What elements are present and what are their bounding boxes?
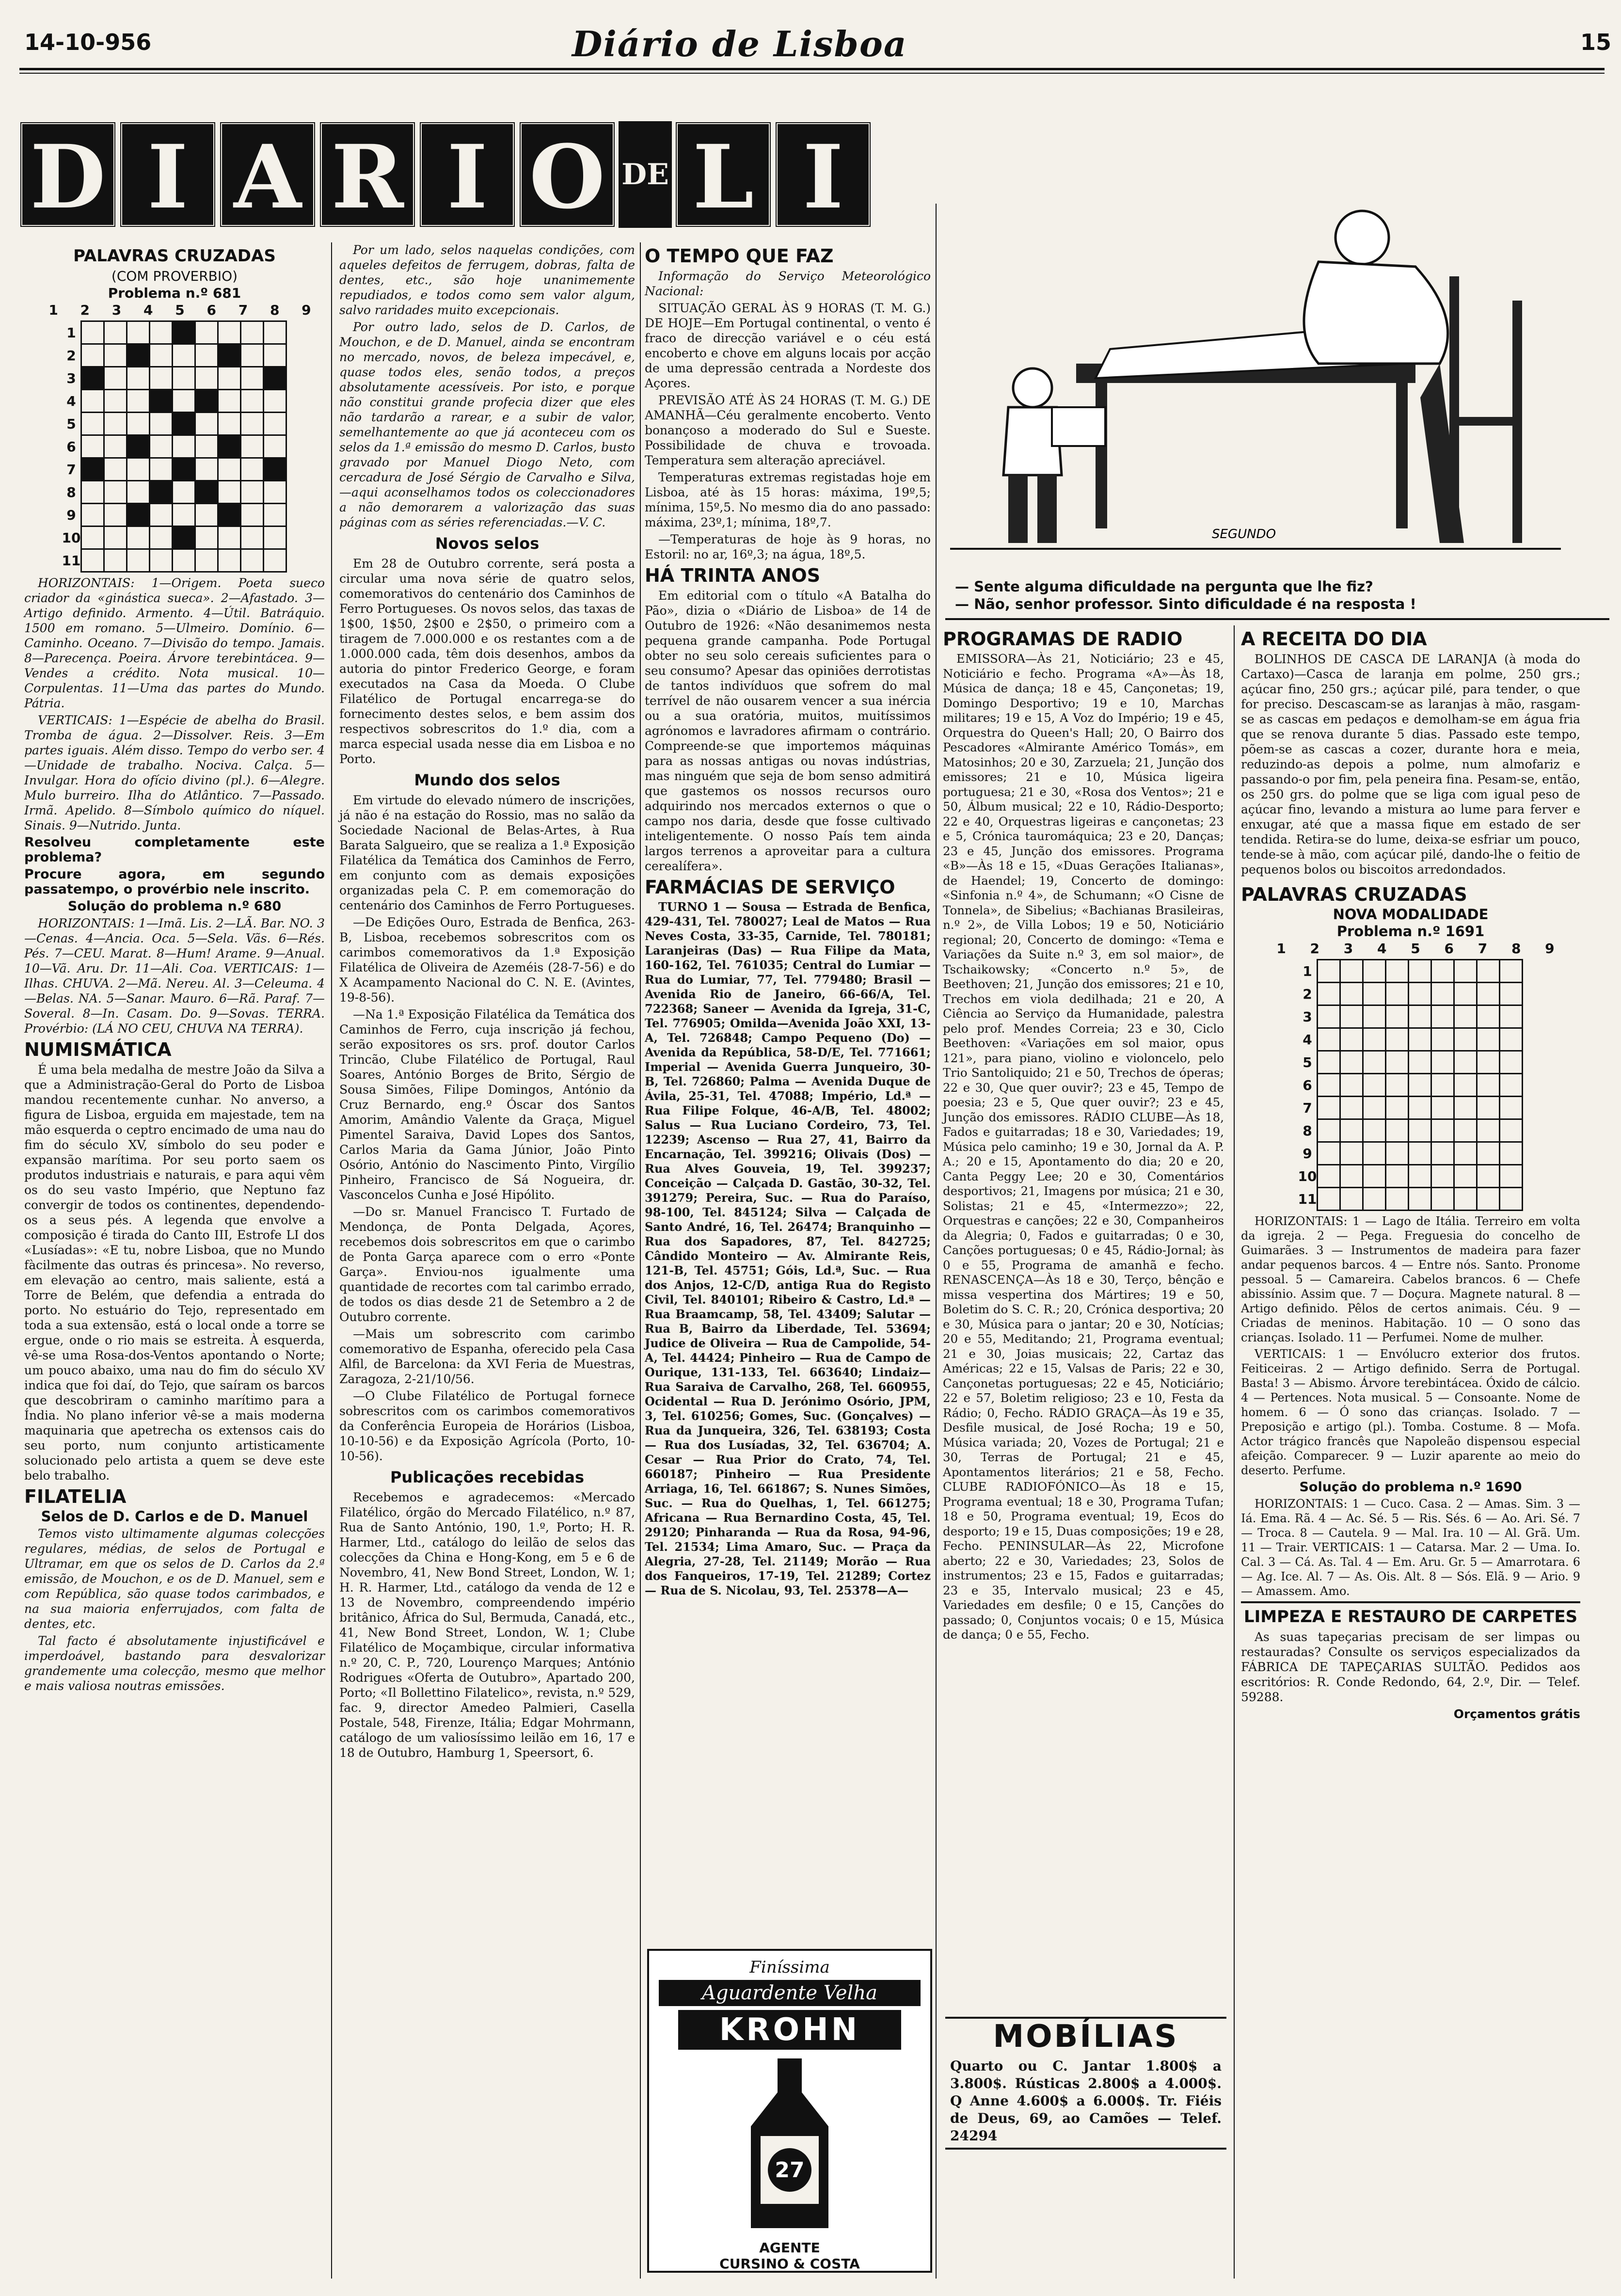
filatelia-p1: Temos visto ultimamente algumas colecções regulares, médias, de selos de Portugal e Ultramar, em que os selos de D. Carlos da 2.ª emissão, de Mouchon, e os de D. Manuel, sem e com República, são quase todos carimbados, e na sua maioria enferrujados, com falta de dentes, etc. bbox=[24, 1527, 325, 1631]
filatelia-p2: Tal facto é absolutamente injustificável e imperdoável, bastando para desvalorizar grandemente uma colecção, mesmo que melhor e mais valiosa noutras emissões. bbox=[24, 1634, 325, 1693]
header-rule-thin bbox=[19, 73, 1605, 74]
mundo-selos-p5: —Mais um sobrescrito com carimbo comemorativo de Espanha, oferecido pela Casa Alfil, de Barcelona: da XVI Feria de Muestras, Zaragoza, 2-21/10/56. bbox=[339, 1327, 635, 1386]
row-number: 8 bbox=[1303, 1122, 1312, 1139]
krohn-ad bbox=[647, 1949, 932, 2273]
limpeza-text: As suas tapeçarias precisam de ser limpas ou restauradas? Consulte os serviços especializados da FÁBRICA DE TAPEÇARIAS SULTÃO. Pedidos aos escritórios: R. Conde Redondo, 64, 2.º, Dir. — Telef. 59288. bbox=[1241, 1630, 1580, 1704]
mundo-selos-p4: —Do sr. Manuel Francisco T. Furtado de Mendonça, de Ponta Delgada, Açores, recebemos dois sobrescritos em que o carimbo de Ponta Garça aparece com o erro «Ponte Garça». Enviou-nos igualmente uma quantidade de recortes com tal carimbo errado, de todos os dias desde 21 de Setembro a 2 de Outubro corrente. bbox=[339, 1205, 635, 1324]
limpeza-foot: Orçamentos grátis bbox=[1453, 1707, 1580, 1721]
tempo-title: O TEMPO QUE FAZ bbox=[645, 245, 834, 267]
column-2 bbox=[339, 242, 635, 1762]
mast-letter: I bbox=[119, 121, 216, 228]
publicacoes-text: Recebemos e agradecemos: «Mercado Filatélico, órgão do Mercado Filatélico, n.º 87, Rua de Santo António, 190, 1.º, Porto; H. R. Harmer, Ltd., catálogo do leilão de selos das colecções da China e Hong-Kong, em 5 e 6 de Novembro, 41, New Bond Street, London, W. 1; H. R. Harmer, Ltd., catálogo da venda de 12 e 13 de Novembro, compreendendo império britânico, África do Sul, Bermuda, Canadá, etc., 41, New Bond Street, London, W. 1; Clube Filatélico de Moçambique, circular informativa n.º 20, C. P., 720, Lourenço Marques; António Rodrigues «Oferta de Outubro», Apartado 200, Porto; «Il Bollettino Filatelico», revista, n.º 529, fac. 9, director Amedeo Palmieri, Casella Postale, 548, Firenze, Itália; Edgar Mohrmann, catálogo de um valiosíssimo leilão em 16, 17 e 18 de Outubro, Hamburg 1, Speersort, 6. bbox=[339, 1490, 635, 1760]
mundo-selos-p6: —O Clube Filatélico de Portugal fornece sobrescritos com os carimbos comemorativos da Conferência Europeia de Horários (Lisboa, 10-10-56) e da Exposição Agrícola (Porto, 10-10-56). bbox=[339, 1389, 635, 1463]
row-number: 4 bbox=[1303, 1031, 1312, 1048]
crossword2-sub: NOVA MODALIDADE bbox=[1333, 906, 1489, 923]
crossword2-title: PALAVRAS CRUZADAS bbox=[1241, 884, 1467, 905]
row-number: 9 bbox=[66, 507, 76, 523]
filatelia-p4: Por outro lado, selos de D. Carlos, de Mouchon, e de D. Manuel, ainda se encontram no mercado, novos, de beleza impecável, e, quase todos eles, senão todos, a preços absolutamente acessíveis. Por isto, e porque não constitui grande profecia dizer que eles não tardarão a rarear, e a subir de valor, semelhantemente ao que já aconteceu com os selos da 1.ª emissão do mesmo D. Carlos, busto gravado por Manuel Diogo Neto, com cercadura de José Sérgio de Carvalho e Silva, —aqui aconselhamos todos os coleccionadores a não demorarem a valorização das suas páginas com as séries referenciadas.—V. C. bbox=[339, 320, 635, 529]
row-number: 6 bbox=[66, 438, 76, 455]
row-number: 11 bbox=[62, 552, 81, 569]
column-4 bbox=[943, 625, 1224, 1644]
krohn-line: Aguardente Velha bbox=[659, 1980, 921, 2006]
crossword1-subtitle: (COM PROVERBIO) bbox=[111, 268, 238, 284]
trinta-anos-text: Em editorial com o título «A Batalha do Pão», dizia o «Diário de Lisboa» de 14 de Outubro de 1926: «Não desanimemos nesta pequena grande campanha. Pode Portugal obter no seu solo cereais suficientes para o seu consumo? Apesar das opiniões derrotistas de tantos indivíduos que sofrem do mal terrível de não ousarem vencer a sua inércia ou a sua oratória, muitos, muitíssimos agrónomos e lavradores afirmam o contrário. Compreende-se que importemos máquinas para as nossas antigas ou novas indústrias, mas ninguém que seja de bom senso admitirá que gastemos os nossos recursos ouro adquirindo nos mercados externos o que o campo nos daria, desde que fosse cultivado inteligentemente. O nosso País tem ainda largos terrenos a aproveitar para a cultura cerealífera». bbox=[645, 589, 931, 873]
page-date: 14-10-956 bbox=[24, 29, 152, 55]
novos-selos-text: Em 28 de Outubro corrente, será posta a circular uma nova série de quatro selos, comemorativos do centenário dos Caminhos de Ferro Portugueses. Os novos selos, das taxas de 1$00, 1$50, 2$00 e 2$50, o primeiro com a tiragem de 7.000.000 e os restantes com a de 1.000.000 cada, têm dois desenhos, ambos da autoria do pintor Frederico George, e foram executados na Casa da Moeda. O Clube Filatélico de Portugal encarrega-se do fornecimento destes selos, e bem assim dos respectivos sobrescritos do 1.º dia, com a marca especial usada nesse dia em Lisboa e no Porto. bbox=[339, 557, 635, 766]
krohn-top: Finíssima bbox=[749, 1958, 830, 1977]
mast-letter: D bbox=[19, 121, 116, 228]
crossword2-col-numbers: 1 2 3 4 5 6 7 8 9 bbox=[1276, 941, 1564, 957]
mast-letter: I bbox=[419, 121, 516, 228]
filatelia-title: FILATELIA bbox=[24, 1486, 127, 1507]
novos-selos-title: Novos selos bbox=[435, 534, 540, 553]
farmacias-title: FARMÁCIAS DE SERVIÇO bbox=[645, 877, 895, 898]
column-divider bbox=[1234, 625, 1235, 2279]
crossword1-verticais: VERTICAIS: 1—Espécie de abelha do Brasil. Tromba de água. 2—Dissolver. Reis. 3—Em partes iguais. Além disso. Tempo do verbo ser. 4—Unidade de trabalho. Nociva. Calça. 5—Invulgar. Hora do ofício divino (pl.). 6—Alegre. Mulo burreiro. Ilha do Atlântico. 7—Passado. Irmã. Apelido. 8—Símbolo químico do níquel. Sinais. 9—Nutrido. Junta. bbox=[24, 713, 325, 832]
receita-title: A RECEITA DO DIA bbox=[1241, 628, 1427, 650]
crossword1-solucao: HORIZONTAIS: 1—Imã. Lis. 2—LÃ. Bar. NO. 3—Cenas. 4—Ancia. Oca. 5—Sela. Vãs. 6—Rés. Pés. 7—CEU. Marat. 8—Hum! Arame. 9—Anual. 10—Vã. Aru. Dr. 11—Ali. Coa. VERTICAIS: 1—Ilhas. CHUVA. 2—Mã. Nereu. Al. 3—Celeuma. 4—Belas. NA. 5—Sanar. Mauro. 6—Rã. Paraf. 7—Soveral. 8—In. Casam. Do. 9—Sovas. TERRA. Provérbio: (LÁ NO CEU, CHUVA NA TERRA). bbox=[24, 916, 325, 1036]
crossword1-horizontais: HORIZONTAIS: 1—Origem. Poeta sueco criador da «ginástica sueca». 2—Afastado. 3—Artigo definido. Armento. 4—Útil. Batráquio. 1500 em romano. 5—Ulmeiro. Domínio. 6—Caminho. Oceano. 7—Divisão do tempo. Jamais. 8—Parecença. Poeira. Árvore terebintácea. 9—Vendes a crédito. Nota musical. 10—Corpulentas. 11—Uma das partes do Mundo. Pátria. bbox=[24, 576, 325, 710]
crossword1-resolveu: Resolveu completamente este problema? bbox=[24, 835, 325, 865]
bottle-icon bbox=[717, 2054, 862, 2238]
column-1 bbox=[24, 242, 325, 1695]
row-number: 9 bbox=[1303, 1145, 1312, 1162]
mast-letter: R bbox=[319, 121, 416, 228]
crossword2-grid bbox=[1298, 959, 1524, 1211]
column-divider bbox=[936, 204, 937, 2279]
mast-de: DE bbox=[619, 121, 672, 228]
header-rule bbox=[19, 68, 1605, 70]
farmacias-text: TURNO 1 — Sousa — Estrada de Benfica, 429-431, Tel. 780027; Leal de Matos — Rua Neves Costa, 33-35, Carnide, Tel. 780181; Laranjeiras (Das) — Rua Filipe da Mata, 160-162, Tel. 761035; Central do Lumiar — Rua do Lumiar, 77, Tel. 779480; Brasil — Avenida Rio de Janeiro, 66-66/A, Tel. 722368; Saneer — Avenida da Igreja, 31-C, Tel. 776905; Omilda—Avenida João XXI, 13-A, Tel. 726848; Campo Pequeno (Do) — Avenida da República, 58-D/E, Tel. 771661; Imperial — Avenida Guerra Junqueiro, 30-B, Tel. 726860; Palma — Avenida Duque de Ávila, 25-31, Tel. 47088; Império, Ld.ª — Rua Filipe Folque, 46-A/B, Tel. 48002; Salus — Rua Luciano Cordeiro, 73, Tel. 12239; Ascenso — Rua 27, 41, Bairro da Encarnação, Tel. 399216; Olivais (Dos) — Rua Alves Gouveia, 19, Tel. 399237; Conceição — Calçada D. Gastão, 30-32, Tel. 391279; Pereira, Suc. — Rua do Paraíso, 98-100, Tel. 845124; Silva — Calçada de Santo André, 16, Tel. 26474; Branquinho — Rua dos Sapadores, 87, Tel. 842725; Cândido Monteiro — Av. Almirante Reis, 121-B, Tel. 45751; Góis, Ld.ª, Suc. — Rua dos Anjos, 12-C/D, antiga Rua do Registo Civil, Tel. 840101; Ribeiro & Castro, Ld.ª — Rua Braamcamp, 58, Tel. 43409; Salutar — Rua B, Bairro da Liberdade, Tel. 53694; Judice de Oliveira — Rua de Campolide, 54-A, Tel. 44424; Pinheiro — Rua de Campo de Ourique, 131-133, Tel. 663640; Lindaiz—Rua Saraiva de Carvalho, 268, Tel. 660955, Ocidental — Rua D. Jerónimo Osório, JPM, 3, Tel. 610256; Gomes, Suc. (Gonçalves) — Rua da Junqueira, 326, Tel. 638193; Costa — Rua dos Lusíadas, 32, Tel. 636704; A. Cesar — Rua Prior do Crato, 74, Tel. 660187; Pinheiro — Rua Presidente Arriaga, 16, Tel. 661867; S. Nunes Simões, Suc. — Rua do Quelhas, 1, Tel. 661275; Africana — Rua Bernardino Costa, 45, Tel. 29120; Pinharanda — Rua da Rosa, 94-96, Tel. 21534; Lima Amaro, Suc. — Praça da Alegria, 27-28, Tel. 21149; Morão — Rua dos Fanqueiros, 17-19, Tel. 21289; Cortez — Rua de S. Nicolau, 93, Tel. 25378—A— bbox=[645, 900, 931, 1597]
numismatica-title: NUMISMÁTICA bbox=[24, 1039, 172, 1060]
mast-letter: O bbox=[519, 121, 616, 228]
crossword2-solucao: HORIZONTAIS: 1 — Cuco. Casa. 2 — Amas. Sim. 3 — Iá. Ema. Rã. 4 — Ac. Sé. 5 — Ris. Sés. 6 — Ao. Ari. Sé. 7 — Troca. 8 — Cautela. 9 — Mal. Ira. 10 — Al. Grã. Um. 11 — Trair. VERTICAIS: 1 — Catarsa. Mar. 2 — Uma. Io. Cal. 3 — Cá. As. Tal. 4 — Em. Aru. Gr. 5 — Amarrotara. 6 — Ag. Ice. Al. 7 — As. Ois. Alt. 8 — Sós. Elã. 9 — Ario. 9 — Amassem. Amo. bbox=[1241, 1497, 1580, 1598]
row-number: 7 bbox=[66, 461, 76, 478]
mobilias-text: Quarto ou C. Jantar 1.800$ a 3.800$. Rústicas 2.800$ a 4.000$. Q Anne 4.600$ a 6.000$. Tr. Fiéis de Deus, 69, ao Camões — Telef. 24294 bbox=[950, 2058, 1222, 2144]
page-number: 15 bbox=[1580, 29, 1612, 55]
column-divider bbox=[640, 242, 641, 2279]
cartoon-signature: SEGUNDO bbox=[1212, 527, 1276, 542]
row-number: 1 bbox=[1303, 963, 1312, 979]
tempo-p1: SITUAÇÃO GERAL ÀS 9 HORAS (T. M. G.) DE HOJE—Em Portugal continental, o vento é fraco de direcção variável e o céu está encoberto e chove em alguns locais por acção de uma depressão centrada a Nordeste dos Açores. bbox=[645, 301, 931, 390]
mundo-selos-p2: —De Edições Ouro, Estrada de Benfica, 263-B, Lisboa, recebemos sobrescritos com os carimbos comemorativos da 1.ª Exposição Filatélica de Oliveira de Azeméis (28-7-56) e do X Acampamento Nacional do C. N. E. (Avintes, 19-8-56). bbox=[339, 915, 635, 1004]
crossword1-grid bbox=[62, 320, 287, 573]
radio-title: PROGRAMAS DE RADIO bbox=[943, 628, 1183, 650]
row-number: 11 bbox=[1298, 1191, 1317, 1207]
row-number: 3 bbox=[66, 370, 76, 386]
radio-text: EMISSORA—Às 21, Noticiário; 23 e 45, Noticiário e fecho. Programa «A»—Às 18, Música de dança; 18 e 45, Cançonetas; 19, Domingo Desportivo; 19 e 10, Marchas militares; 19 e 15, A Voz do Império; 19 e 45, Orquestra do Queen's Hall; 20, O Bairro dos Pescadores «Almirante Américo Tomás», em Matosinhos; 20 e 30, Zarzuela; 21, Junção dos emissores; 21 e 10, Música ligeira portuguesa; 21 e 30, «Rosa dos Ventos»; 21 e 50, Álbum musical; 22 e 10, Rádio-Desporto; 22 e 40, Orquestras ligeiras e cançonetas; 23 e 5, Crónica tauromáquica; 23 e 20, Danças; 23 e 45, Junção dos emissores. Programa «B»—Às 18 e 15, «Duas Gerações Italianas», de Haendel; 19, Concerto de domingo: «Sinfonia n.º 4», de Schumann; «O Cisne de Tonnela», de Sibelius; «Bachianas Brasileiras, n.º 2», de Villa Lobos; 19 e 50, Noticiário regional; 20, Concerto de domingo: «Tema e Variações da Suite n.º 3, em sol maior», de Tschaikowsky; «Concerto n.º 5», de Beethoven; 21, Junção dos emissores; 21 e 10, Trechos em viola dedilhada; 21 e 20, A Ciência ao Serviço da Humanidade, palestra pelo prof. Mendes Correia; 23 e 30, Ciclo Beethoven: «Variações em sol maior, opus 121», para piano, violino e violoncelo, pelo Trio Santoliquido; 21 e 50, Trechos de óperas; 22 e 30, Que quer ouvir?; 23 e 45, Tempo de poesia; 23 e 5, Que quer ouvir?; 23 e 45, Junção dos emissores. RÁDIO CLUBE—Às 18, Fados e guitarradas; 18 e 30, Variedades; 19, Música pelo caminho; 19 e 30, Jornal da A. P. A.; 20 e 15, Apontamento do dia; 20 e 20, Canta Peggy Lee; 20 e 30, Comentários desportivos; 21, Imagens por música; 21 e 30, Solistas; 21 e 45, «Intermezzo»; 22, Orquestras e canções; 22 e 30, Companheiros da Alegria; 0, Fados e guitarradas; 0 e 30, Canções portuguesas; 0 e 45, Rádio-Jornal; às 0 e 55, Programa de amanhã e fecho. RENASCENÇA—Às 18 e 30, Terço, bênção e missa vespertina dos Mártires; 19 e 50, Boletim do S. C. R.; 20, Crónica desportiva; 20 e 30, Música para o jantar; 20 e 30, Notícias; 20 e 55, Meditando; 21, Programa eventual; 21 e 30, Joias musicais; 22, Cartaz das Américas; 22 e 15, Valsas de Paris; 22 e 30, Cançonetas portuguesas; 22 e 45, Noticiário; 22 e 57, Boletim religioso; 23 e 10, Festa da Rádio; 0, Fecho. RÁDIO GRAÇA—Às 19 e 35, Desfile musical, de José Rocha; 19 e 50, Música variada; 20, Vozes de Portugal; 21 e 30, Terras de Portugal; 21 e 45, Apontamentos literários; 21 e 58, Fecho. CLUBE RADIOFÓNICO—Às 18 e 15, Programa eventual; 18 e 30, Programa Tufan; 18 e 50, Programa eventual; 19, Ecos do desporto; 19 e 15, Duas composições; 19 e 28, Fecho. PENINSULAR—Às 22, Microfone aberto; 22 e 30, Variedades; 23, Solos de instrumentos; 23 e 15, Fados e guitarradas; 23 e 35, Intervalo musical; 23 e 45, Variedades em desfile; 0 e 15, Canções do passado; 0, Conjuntos vocais; 0 e 15, Música de dança; 0 e 55, Fecho. bbox=[943, 652, 1224, 1642]
cartoon-caption bbox=[955, 578, 1566, 613]
row-number: 4 bbox=[66, 393, 76, 409]
mundo-selos-title: Mundo dos selos bbox=[414, 771, 560, 789]
limpeza-title: LIMPEZA E RESTAURO DE CARPETES bbox=[1241, 1601, 1580, 1627]
crossword1-title: PALAVRAS CRUZADAS bbox=[73, 246, 276, 266]
trinta-anos-title: HÁ TRINTA ANOS bbox=[645, 565, 821, 586]
newspaper-title: Diário de Lisboa bbox=[572, 23, 907, 64]
cartoon-rule bbox=[945, 618, 1609, 620]
mast-letter: L bbox=[675, 121, 772, 228]
mobilias-ad bbox=[945, 2017, 1226, 2150]
crossword1-procure: Procure agora, em segundo passatempo, o provérbio nele inscrito. bbox=[24, 867, 325, 897]
row-number: 3 bbox=[1303, 1008, 1312, 1025]
column-divider bbox=[331, 242, 332, 2279]
numismatica-text: É uma bela medalha de mestre João da Silva a que a Administração-Geral do Porto de Lisboa mandou recentemente cunhar. No anverso, a figura de Lisboa, erguida em majestade, tem na mão esquerda o ceptro encimado de uma nau do fim do século XV, símbolo do seu poder e expansão marítima. Por seu porto saem os produtos industriais e naturais, e para aqui vêm os do seu vasto Império, que Neptuno faz convergir de todos os continentes, dependendo-os a seus pés. A legenda que envolve a composição é tirada do Canto III, Estrofe LI dos «Lusíadas»: «E tu, nobre Lisboa, que no Mundo fàcilmente das outras és princesa». No reverso, em elevação ao centro, mais saliente, está a Torre de Belém, que defendia a entrada do porto. No estuário do Tejo, representado em toda a sua extensão, está o local onde a torre se ergue, onde o rio mais se estreita. À esquerda, vê-se uma Rosa-dos-Ventos apontando o Norte; um pouco abaixo, uma nau do fim do século XV indica que foi daí, do Tejo, que saíram os barcos que descobriram o caminho marítimo para a Índia. No plano inferior vê-se a mais moderna maquinaria que apetrecha os extensos cais do seu porto, num conjunto artisticamente solucionado pelo artista a quem se deve este belo trabalho. bbox=[24, 1063, 325, 1483]
crossword2-horizontais: HORIZONTAIS: 1 — Lago de Itália. Terreiro em volta da igreja. 2 — Pega. Freguesia do concelho de Guimarães. 3 — Instrumentos de madeira para fazer andar pequenos barcos. 4 — Entre nós. Santo. Pronome pessoal. 5 — Camareira. Cabelos brancos. 6 — Chefe abissínio. Assim que. 7 — Doçura. Magnete natural. 8 — Artigo definido. Pêlos de certos animais. Céu. 9 — Criadas de meninos. Habitação. 10 — O sono das crianças. Isolado. 11 — Perfumei. Nome de mulher. bbox=[1241, 1214, 1580, 1344]
receita-text: BOLINHOS DE CASCA DE LARANJA (à moda do Cartaxo)—Casca de laranja em polme, 250 grs.; açúcar fino, 250 grs.; açúcar pilé, para tender, o que for preciso. Descascam-se as laranjas à mão, rasgam-se as cascas em pedaços e demolham-se em água fria que se renova durante 5 dias. Passado este tempo, põem-se as cascas a cozer, durante hora e meia, reduzindo-as depois a polme, num almofariz e passando-o por fim, pela peneira fina. Pesam-se, então, os 250 grs. do polme que se liga com igual peso de açúcar fino, levando a mistura ao lume para ferver e enxugar, até que a massa fique em estado de ser tendida. Retira-se do lume, deixa-se esfriar um pouco, tende-se à mão, com açúcar pilé, dando-lhe o feitio de pequenos bolos ou biscoitos arredondados. bbox=[1241, 652, 1580, 877]
row-number: 10 bbox=[1298, 1168, 1317, 1184]
crossword1-problem: Problema n.º 681 bbox=[108, 285, 241, 301]
row-number: 8 bbox=[66, 484, 76, 500]
row-number: 10 bbox=[62, 529, 81, 546]
row-number: 2 bbox=[1303, 986, 1312, 1002]
row-number: 7 bbox=[1303, 1100, 1312, 1116]
filatelia-subtitle: Selos de D. Carlos e de D. Manuel bbox=[41, 1508, 308, 1525]
cartoon-illustration bbox=[950, 204, 1561, 572]
row-number: 2 bbox=[66, 347, 76, 364]
row-number: 5 bbox=[66, 415, 76, 432]
crossword2-verticais: VERTICAIS: 1 — Envólucro exterior dos frutos. Feiticeiras. 2 — Artigo definido. Serra de Portugal. Basta! 3 — Abismo. Árvore terebintácea. Óxido de cálcio. 4 — Pertences. Nota musical. 5 — Consoante. Nome de homem. 6 — Ó sono das crianças. Isolado. 7 — Preposição e artigo (pl.). Tomba. Costume. 8 — Mofa. Actor trágico francês que Napoleão dispensou especial afeição. Comparecer. 9 — Luzir aparente ao meio do deserto. Perfume. bbox=[1241, 1347, 1580, 1477]
krohn-agente-name: CURSINO & COSTA bbox=[719, 2256, 860, 2272]
column-5 bbox=[1241, 625, 1580, 1723]
mast-letter: A bbox=[219, 121, 316, 228]
row-number: 1 bbox=[66, 324, 76, 341]
mundo-selos-p1: Em virtude do elevado número de inscrições, já não é na estação do Rossio, mas no salão da Sociedade Nacional de Belas-Artes, à Rua Barata Salgueiro, que se realiza a 1.ª Exposição Filatélica da Temática dos Caminhos de Ferro, em conjunto com as demais exposições organizadas pela C. P. em comemoração do centenário dos Caminhos de Ferro Portugueses. bbox=[339, 793, 635, 912]
mast-letter: I bbox=[775, 121, 872, 228]
crossword2-solucao-title: Solução do problema n.º 1690 bbox=[1299, 1480, 1522, 1495]
publicacoes-title: Publicações recebidas bbox=[390, 1468, 585, 1486]
krohn-brand: KROHN bbox=[678, 2010, 901, 2050]
mundo-selos-p3: —Na 1.ª Exposição Filatélica da Temática dos Caminhos de Ferro, cuja inscrição já fechou, serão expositores os srs. prof. doutor Carlos Trincão, Clube Filatélico de Portugal, Raul Soares, António Borges de Brito, Sérgio de Sousa Simões, Filipe Domingos, António da Cruz Bernardo, eng.º Óscar dos Santos Amorim, Amândio Valente da Graça, Miguel Pimentel Saraiva, David Lopes dos Santos, Carlos Maria da Gama Júnior, João Pinto Osório, António do Nascimento Pinto, Virgílio Pinheiro, Francisco de Sá Nogueira, dr. Vasconcelos Cunha e José Hipólito. bbox=[339, 1007, 635, 1202]
column-3 bbox=[645, 242, 931, 1600]
tempo-sub: Informação do Serviço Meteorológico Nacional: bbox=[645, 269, 931, 298]
row-number: 6 bbox=[1303, 1077, 1312, 1093]
filatelia-p3: Por um lado, selos naquelas condições, com aqueles defeitos de ferrugem, dobras, falta de dentes, etc., são hoje unanimemente repudiados, e todos como sem valor algum, salvo raridades muito excepcionais. bbox=[339, 243, 635, 317]
tempo-p3: Temperaturas extremas registadas hoje em Lisboa, até às 15 horas: máxima, 19º,5; mínima, 15º,5. No mesmo dia do ano passado: máxima, 23º,1; mínima, 18º,7. bbox=[645, 470, 931, 529]
crossword1-col-numbers: 1 2 3 4 5 6 7 8 9 bbox=[48, 302, 320, 318]
mobilias-title: MOBÍLIAS bbox=[993, 2019, 1179, 2055]
crossword2-problem: Problema n.º 1691 bbox=[1336, 923, 1485, 940]
crossword1-solucao-title: Solução do problema n.º 680 bbox=[67, 899, 282, 914]
row-number: 5 bbox=[1303, 1054, 1312, 1070]
krohn-agente: AGENTE bbox=[759, 2240, 820, 2256]
cartoon-caption-line2: — Não, senhor professor. Sinto dificuldade é na resposta ! bbox=[955, 596, 1416, 612]
tempo-p2: PREVISÃO ATÉ ÀS 24 HORAS (T. M. G.) DE AMANHÃ—Céu geralmente encoberto. Vento bonançoso a moderado do Sul e Sueste. Possibilidade de chuva e trovoada. Temperatura sem alteração apreciável. bbox=[645, 393, 931, 467]
svg-text:27: 27 bbox=[775, 2158, 805, 2183]
masthead-logo bbox=[19, 121, 921, 238]
cartoon-caption-line1: — Sente alguma dificuldade na pergunta que lhe fiz? bbox=[955, 578, 1373, 595]
tempo-p4: —Temperaturas de hoje às 9 horas, no Estoril: no ar, 16º,3; na água, 18º,5. bbox=[645, 532, 931, 561]
